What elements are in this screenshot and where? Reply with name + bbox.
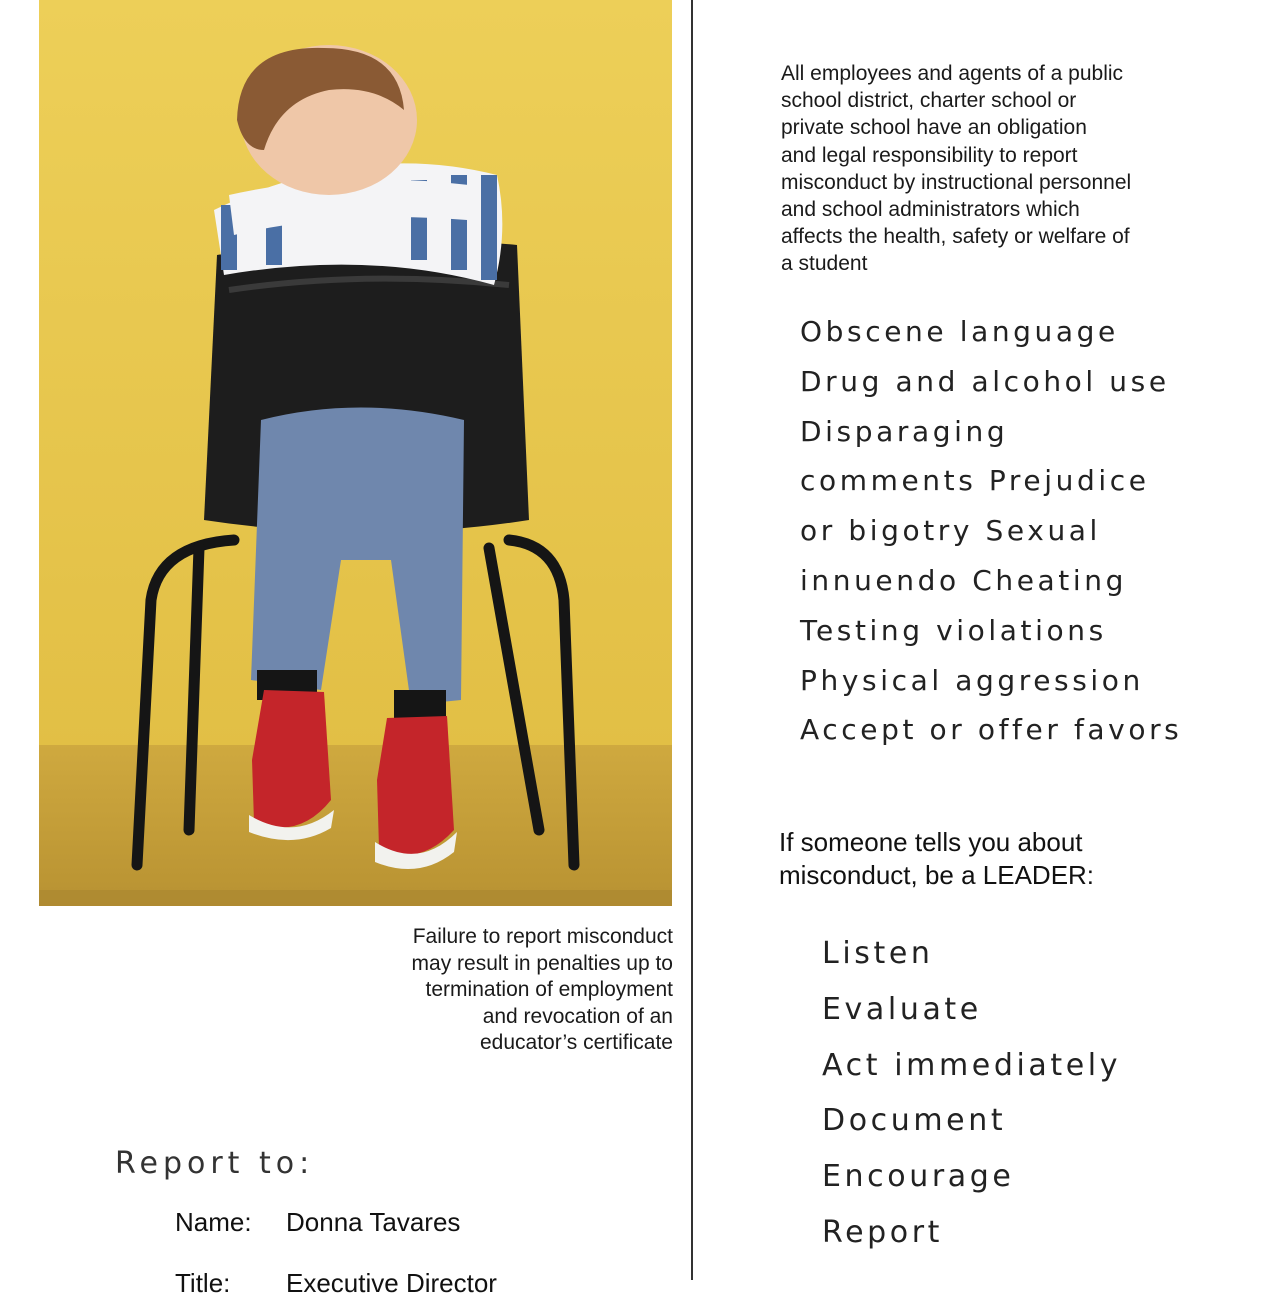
leader-steps-list (822, 926, 1121, 1261)
caption-line: may result in penalties up to (411, 951, 673, 975)
boy-on-chair-photo (39, 0, 672, 906)
misconduct-item: Physical aggression (800, 663, 1144, 697)
leader-intro-line: misconduct, be a LEADER: (779, 860, 1095, 890)
intro-line: misconduct by instructional personnel (781, 170, 1132, 194)
name-label: Name: (175, 1207, 252, 1237)
caption-line: Failure to report misconduct (412, 925, 673, 948)
caption-line: termination of employment (425, 978, 673, 1001)
intro-line: school district, charter school or (781, 89, 1077, 113)
misconduct-item: Disparaging (800, 414, 1009, 448)
title-label: Title: (175, 1268, 231, 1298)
leader-step: Encourage (822, 1159, 1015, 1195)
intro-line: and school administrators which (781, 198, 1080, 222)
left-sneaker (252, 690, 331, 828)
caption-line: and revocation of an (482, 1004, 673, 1028)
leader-step: Listen (822, 936, 934, 971)
misconduct-item: Drug and alcohol use (800, 364, 1170, 398)
misconduct-item: innuendo Cheating (800, 563, 1127, 597)
intro-line: and legal responsibility to report (781, 143, 1078, 167)
obligation-paragraph (781, 60, 1201, 278)
title-value: Executive Director (286, 1268, 497, 1298)
leader-intro (779, 826, 1094, 892)
misconduct-item: comments Prejudice (800, 464, 1150, 498)
misconduct-item: Obscene language (800, 315, 1119, 348)
contact-name-row (175, 1207, 460, 1238)
right-sneaker (377, 716, 454, 855)
misconduct-list (800, 307, 1182, 755)
name-value: Donna Tavares (286, 1207, 461, 1237)
intro-line: affects the health, safety or welfare of (781, 225, 1130, 249)
misconduct-item: Testing violations (800, 613, 1107, 647)
penalty-caption (300, 924, 673, 1057)
leader-step: Report (822, 1214, 944, 1250)
misconduct-item: or bigotry Sexual (800, 514, 1101, 548)
leader-step: Evaluate (822, 991, 982, 1027)
report-to-heading: Report to: (115, 1146, 315, 1181)
caption-line: educator’s certificate (480, 1031, 673, 1054)
intro-line: a student (781, 252, 868, 276)
leader-intro-line: If someone tells you about (779, 827, 1083, 857)
misconduct-item: Accept or offer favors (800, 713, 1183, 747)
intro-line: All employees and agents of a public (781, 62, 1124, 85)
contact-title-row (175, 1268, 497, 1299)
column-divider (691, 0, 693, 1280)
intro-line: private school have an obligation (781, 116, 1087, 140)
leader-step: Act immediately (822, 1047, 1122, 1083)
leader-step: Document (822, 1103, 1007, 1139)
